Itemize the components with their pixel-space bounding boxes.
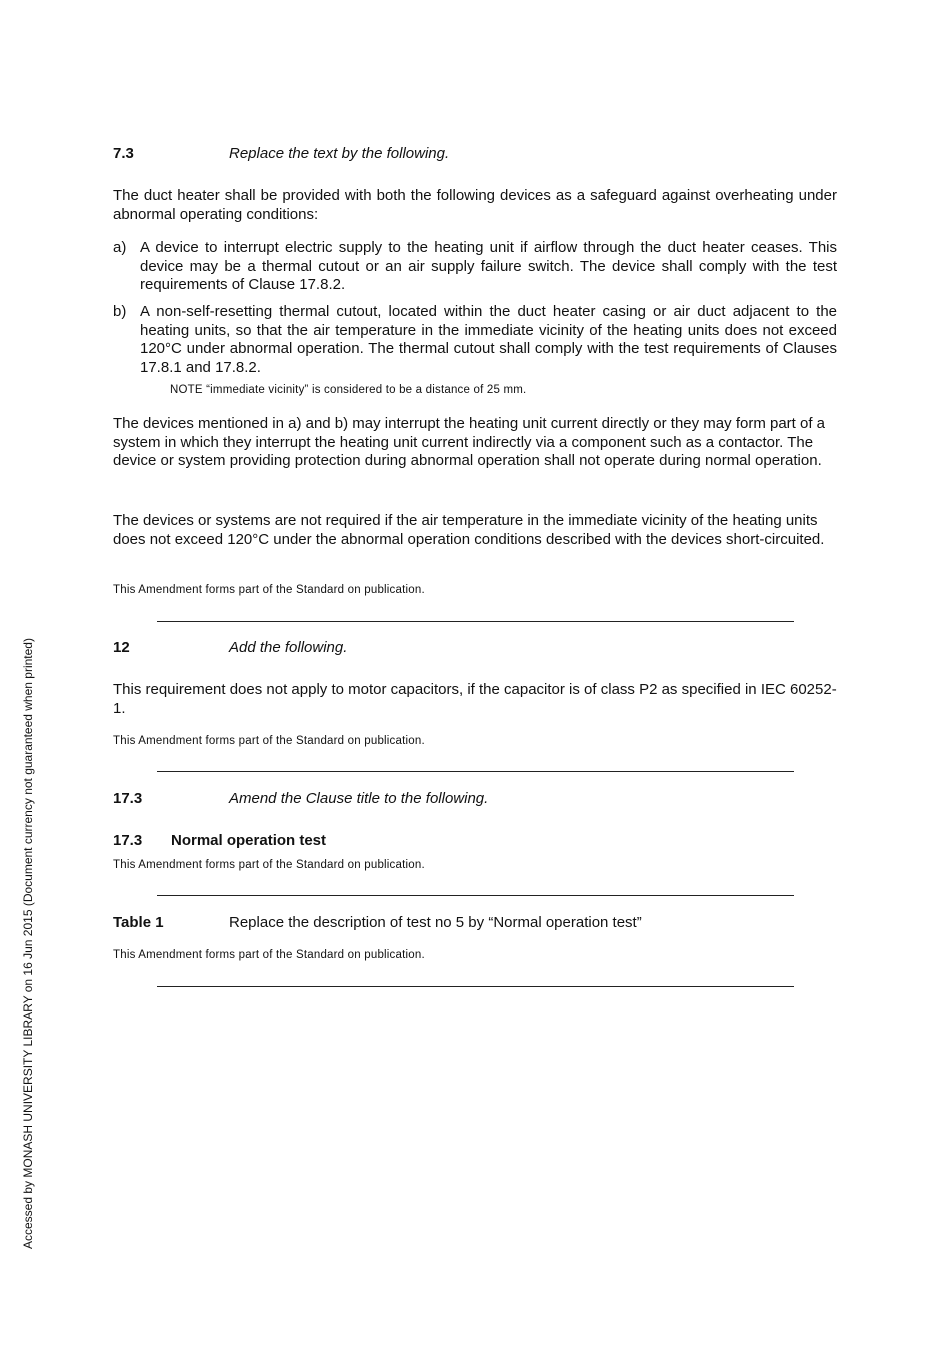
amendment-footer: This Amendment forms part of the Standard on publication. [113,584,425,596]
divider [157,986,794,987]
divider [157,771,794,772]
section-12-paragraph: This requirement does not apply to motor capacitors, if the capacitor is of class P2 as specified in IEC 60252-1. [113,681,837,717]
list-marker: b) [113,303,127,320]
section-instruction: Add the following. [229,639,348,656]
table-instruction: Replace the description of test no 5 by “Normal operation test” [229,914,642,931]
section-instruction: Amend the Clause title to the following. [229,790,489,807]
section-instruction: Replace the text by the following. [229,145,450,162]
note: NOTE “immediate vicinity” is considered to be a distance of 25 mm. [170,384,527,396]
amendment-footer: This Amendment forms part of the Standard on publication. [113,949,425,961]
clause-title [113,832,326,850]
section-number: 17.3 [113,790,143,807]
amendment-footer: This Amendment forms part of the Standard on publication. [113,859,425,871]
list-text: A non-self-resetting thermal cutout, located within the duct heater casing or air duct adjacent to the heating units, so that the air temperature in the immediate vicinity of the heating units does not exceed 120°C under abnormal operation. The thermal cutout shall comply with the test requirements of Clauses 17.8.1 and 17.8.2. [140,303,837,376]
list-text: A device to interrupt electric supply to the heating unit if airflow through the duct heater ceases. This device may be a thermal cutout or an air supply failure switch. The device shall comply with the test requirements of Clause 17.8.2. [140,239,837,293]
section-7-3-paragraph-2: The devices or systems are not required if the air temperature in the immediate vicinity of the heating units does not exceed 120°C under the abnormal operation conditions described with the devices short-circuited. [113,512,825,548]
list-marker: a) [113,239,127,256]
amendment-footer: This Amendment forms part of the Standard on publication. [113,735,425,747]
section-7-3-intro: The duct heater shall be provided with both the following devices as a safeguard against overheating under abnormal operating conditions: [113,187,837,223]
list-item-b [113,303,837,377]
section-number: 12 [113,639,130,656]
clause-title-number: 17.3 [113,832,143,849]
list-item-a [113,239,837,295]
divider [157,621,794,622]
clause-title-text: Normal operation test [171,832,327,849]
table-label: Table 1 [113,914,164,931]
section-number: 7.3 [113,145,134,162]
side-watermark: Accessed by MONASH UNIVERSITY LIBRARY on 16 Jun 2015 (Document currency not guaranteed when printed) [21,638,35,1249]
section-7-3-paragraph-1: The devices mentioned in a) and b) may interrupt the heating unit current directly or they may form part of a system in which they interrupt the heating unit current indirectly via a component such as a contactor. The device or system providing protection during abnormal operation shall not operate during normal operation. [113,415,826,469]
divider [157,895,794,896]
